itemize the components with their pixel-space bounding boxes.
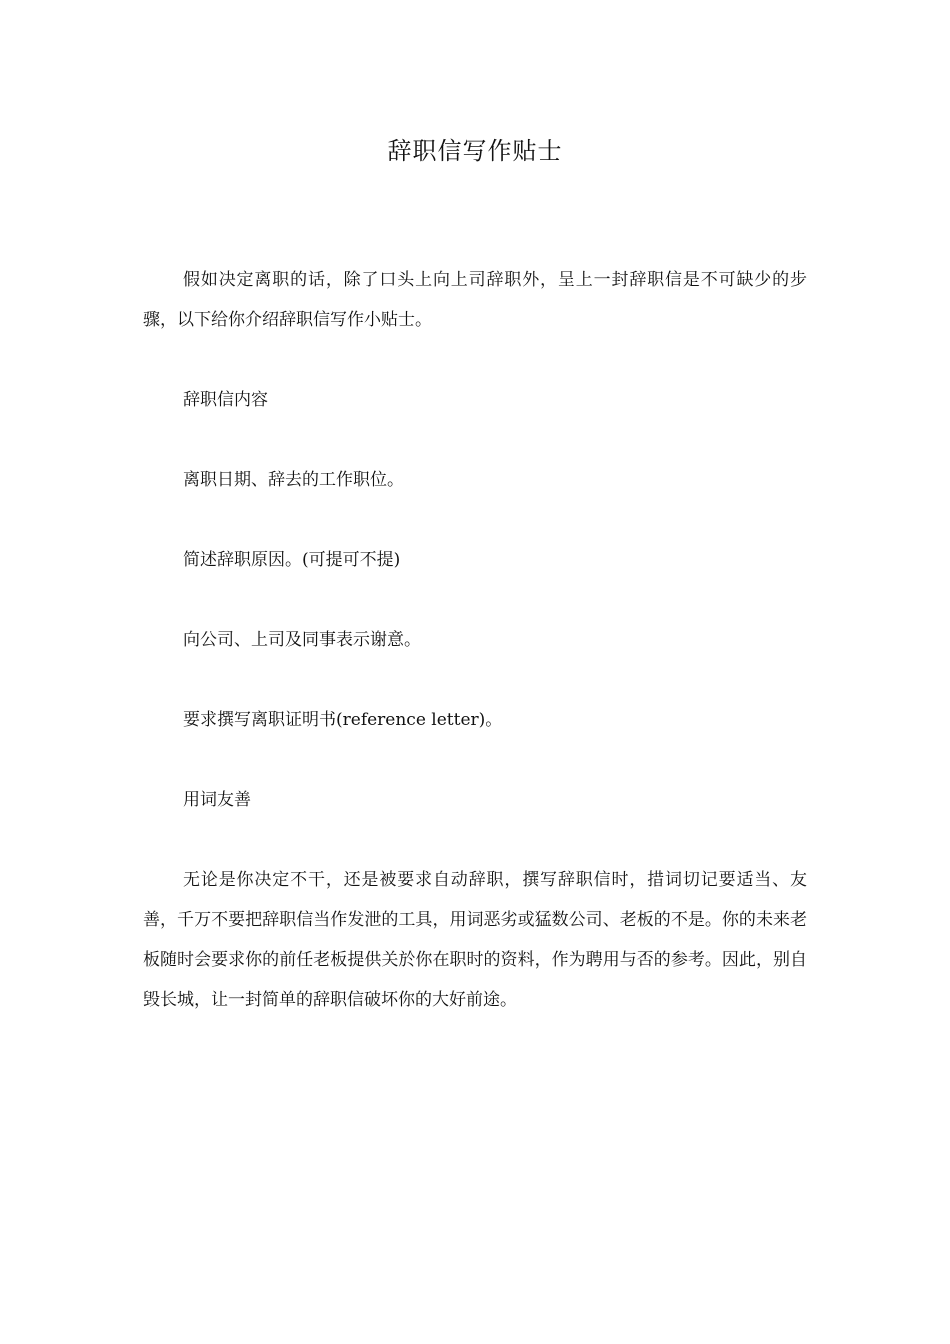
section-heading-content: 辞职信内容 xyxy=(183,390,268,410)
content-item-thanks: 向公司、上司及同事表示谢意。 xyxy=(183,630,421,650)
section-heading-wording: 用词友善 xyxy=(183,790,251,810)
document-title: 辞职信写作贴士 xyxy=(387,137,563,165)
intro-paragraph: 假如决定离职的话，除了口头上向上司辞职外，呈上一封辞职信是不可缺少的步骤，以下给你介绍辞职信写作小贴士。 xyxy=(143,270,807,330)
wording-paragraph: 无论是你决定不干，还是被要求自动辞职，撰写辞职信时，措词切记要适当、友善，千万不要把辞职信当作发泄的工具，用词恶劣或猛数公司、老板的不是。你的未来老板随时会要求你的前任老板提供关於你在职时的资料，作为聘用与否的参考。因此，别自毁长城，让一封简单的辞职信破坏你的大好前途。 xyxy=(143,870,807,1010)
content-item-reference-letter: 要求撰写离职证明书(reference letter)。 xyxy=(183,710,503,730)
document-body xyxy=(143,260,807,1020)
content-item-date-position: 离职日期、辞去的工作职位。 xyxy=(183,470,404,490)
content-item-reason: 简述辞职原因。(可提可不提) xyxy=(183,550,401,570)
